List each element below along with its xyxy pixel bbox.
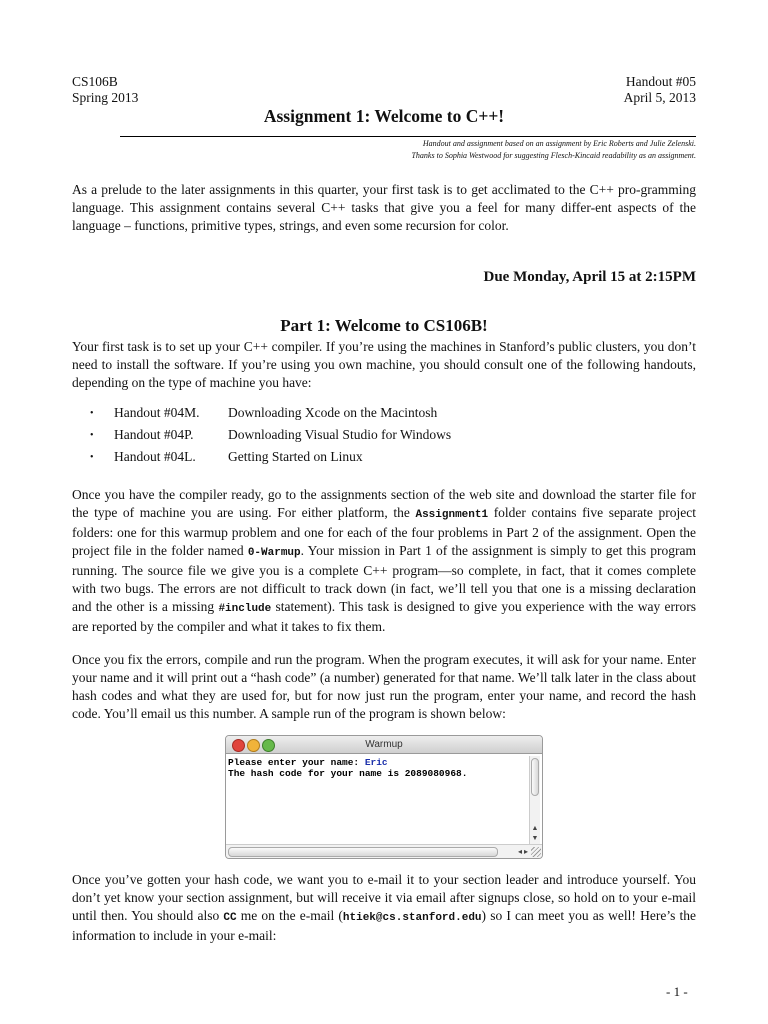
handout-list — [72, 402, 696, 468]
scroll-down-icon[interactable]: ▼ — [531, 834, 539, 842]
run-paragraph: Once you fix the errors, compile and run the program. When the program executes, it will ask for your name. Enter your name and it will print out a “hash code” (a number) generated for that name. We’ll talk later in the class about hash codes and what they are used for, but for now just run the program, enter your name, and record the hash code. You’ll email us this number. A sample run of the program is shown below: — [72, 652, 696, 721]
due-date: Due Monday, April 15 at 2:15PM — [483, 269, 696, 285]
resize-grip-icon[interactable] — [531, 847, 541, 857]
warmup-window — [225, 735, 543, 859]
console-input: Eric — [364, 757, 388, 768]
window-titlebar — [226, 736, 542, 754]
text-run: me on the e-mail ( — [236, 908, 343, 923]
bullet-icon: • — [90, 451, 94, 463]
header-right — [624, 74, 696, 106]
code-include: #include — [218, 603, 272, 615]
code-email: htiek@cs.stanford.edu — [342, 912, 482, 924]
handout-date: April 5, 2013 — [623, 90, 696, 105]
code-folder-name: Assignment1 — [415, 509, 489, 521]
bullet-icon: • — [90, 407, 94, 419]
console-line: The hash code for your name is 2089080968. — [228, 768, 468, 779]
handout-number: Handout #05 — [625, 74, 696, 89]
text-run: statement). This task is designed to give you experience with the way errors are reported by the compiler and what it takes to fix them. — [72, 599, 697, 634]
handout-desc: Downloading Xcode on the Macintosh — [228, 405, 438, 420]
document-page — [72, 74, 696, 945]
handout-id: Handout #04L. — [114, 449, 196, 464]
scroll-thumb[interactable] — [531, 758, 539, 796]
part1-heading: Part 1: Welcome to CS106B! — [280, 316, 488, 335]
scroll-thumb[interactable] — [228, 847, 498, 857]
code-cc: CC — [223, 912, 237, 924]
text-run: ) so I can meet you as well! Here’s the information to include in your e-mail: — [72, 908, 696, 943]
setup-paragraph — [72, 486, 696, 636]
horizontal-scrollbar[interactable] — [226, 844, 542, 858]
credit-line: Handout and assignment based on an assignment by Eric Roberts and Julie Zelenski. — [422, 139, 696, 148]
code-project-name: 0-Warmup — [247, 547, 301, 559]
handout-id: Handout #04M. — [114, 405, 200, 420]
page-header — [72, 74, 696, 106]
title-row — [72, 106, 696, 130]
list-item — [72, 402, 696, 424]
handout-id: Handout #04P. — [114, 427, 194, 442]
credits — [72, 138, 696, 162]
console-prompt: Please enter your name: — [228, 757, 365, 768]
title-rule — [120, 136, 696, 137]
page-number: - 1 - — [666, 984, 688, 999]
list-item — [72, 446, 696, 468]
scroll-up-icon[interactable]: ▲ — [531, 824, 539, 832]
vertical-scrollbar[interactable] — [529, 756, 540, 844]
list-item — [72, 424, 696, 446]
bullet-icon: • — [90, 429, 94, 441]
header-left — [72, 74, 138, 106]
credit-line: Thanks to Sophia Westwood for suggesting Flesch-Kincaid readability as an assignment. — [411, 151, 696, 160]
intro-paragraph: As a prelude to the later assignments in this quarter, your first task is to get acclimated to the C++ pro-gramming language. This assignment contains several C++ tasks that give you a feel for many differ-ent aspects of the language – functions, primitive types, strings, and even some recursion for color. — [72, 182, 696, 233]
handout-desc: Downloading Visual Studio for Windows — [228, 427, 452, 442]
text-run: . Your mission in Part 1 of the assignment is simply to get this program running. The source file we give you is a complete C++ program—so complete, in fact, that it comes complete with two bugs. The errors are not difficult to track down (in fact, we’ll tell you that one is a missing declaration and the other is a missing — [72, 543, 696, 614]
email-paragraph — [72, 871, 696, 945]
text-run: folder contains five separate project folders: one for this warmup problem and one for each of the four problems in Part 2 of the assignment. Open the project file in the folder named — [72, 505, 696, 558]
console-line — [228, 757, 528, 768]
term: Spring 2013 — [72, 90, 139, 105]
window-title: Warmup — [365, 739, 403, 750]
scroll-left-right-icon[interactable]: ◂ ▸ — [517, 847, 528, 856]
handout-desc: Getting Started on Linux — [228, 449, 363, 464]
assignment-title: Assignment 1: Welcome to C++! — [263, 106, 505, 126]
console-output — [228, 757, 528, 779]
part1-paragraph: Your first task is to set up your C++ compiler. If you’re using the machines in Stanford’s public clusters, you don’t need to install the software. If you’re using you own machine, you should consult one of the following handouts, depending on the type of machine you have: — [72, 339, 696, 390]
text-run: Once you’ve gotten your hash code, we want you to e-mail it to your section leader and introduce yourself. You don’t yet know your section assignment, but will receive it via email after signups close, so hold on to your e-mail until then. You should also — [72, 872, 696, 923]
course-name: CS106B — [72, 74, 118, 89]
text-run: Once you have the compiler ready, go to the assignments section of the web site and download the starter file for the type of machine you are using. For either platform, the — [72, 487, 696, 520]
